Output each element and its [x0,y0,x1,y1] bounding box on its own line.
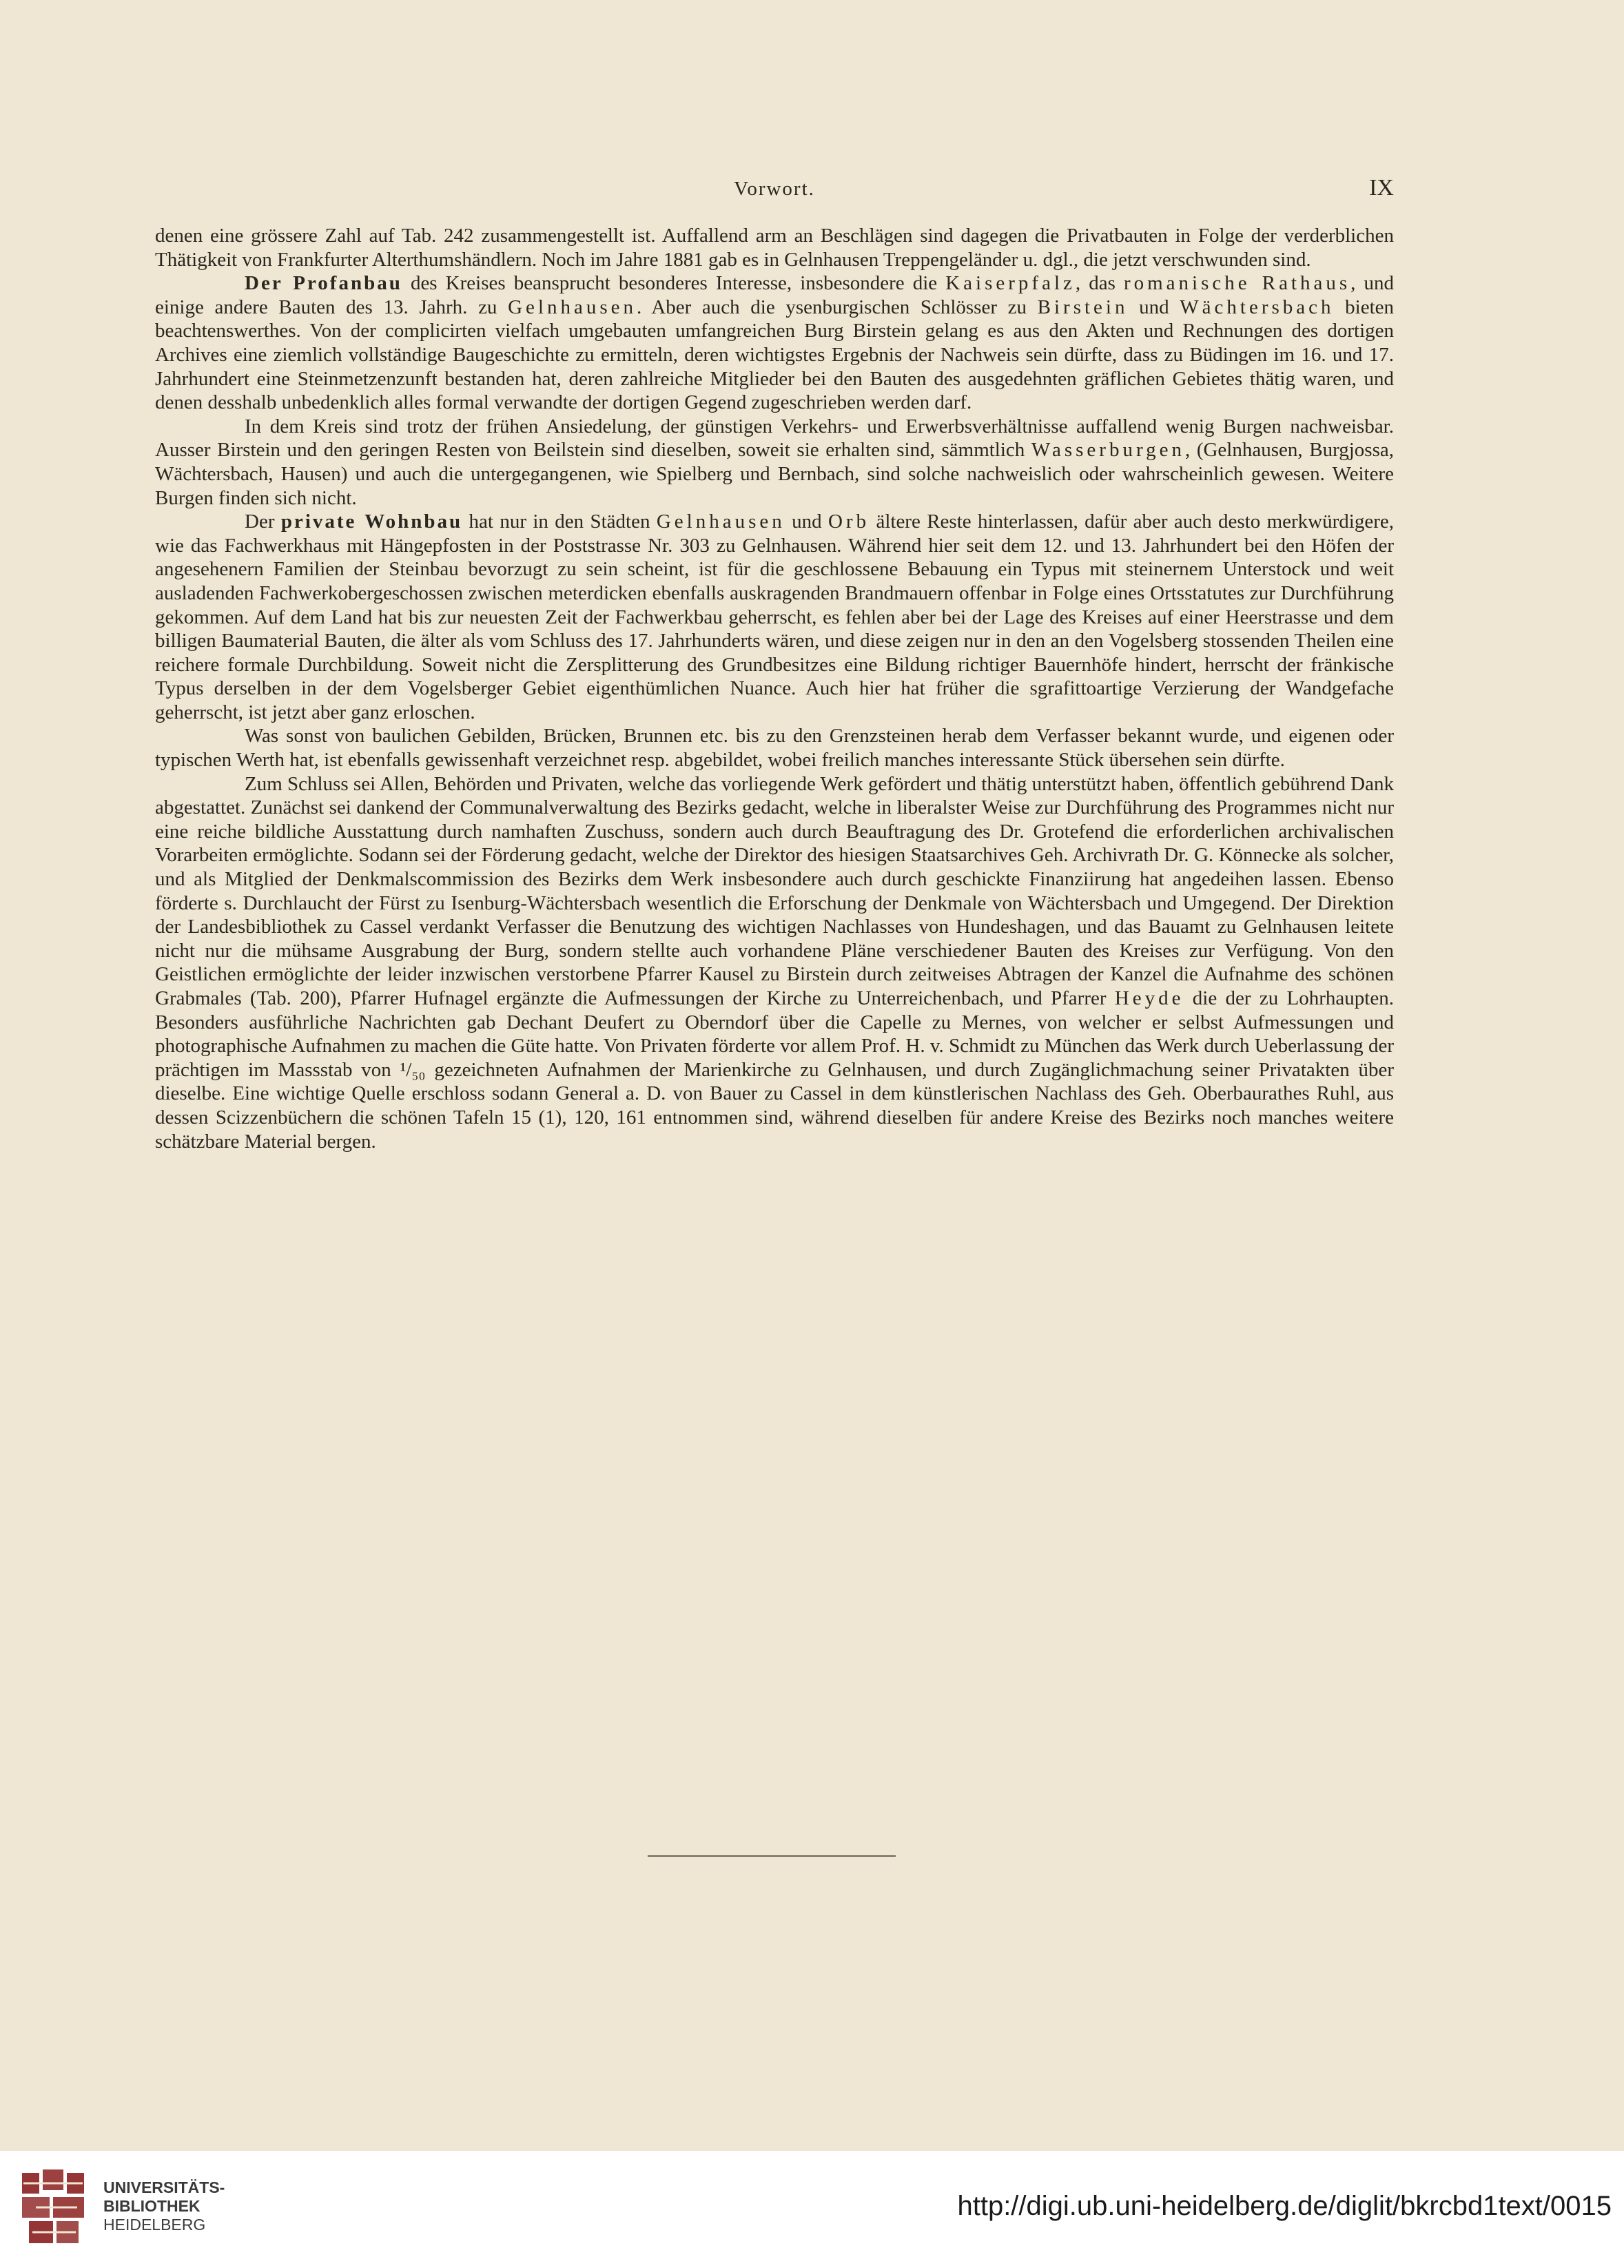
text-run: und [785,511,828,533]
paragraph [155,224,1394,271]
paragraph [155,724,1394,772]
spaced-term: Kaiserpfalz [945,272,1076,295]
spaced-term: Gelnhausen [508,296,637,318]
text-run: ¹/₅₀ [400,1058,426,1081]
text-run: und [1128,296,1180,318]
paragraph [155,510,1394,724]
running-header [155,175,1394,219]
paragraph [155,271,1394,415]
library-seal-icon [15,2166,91,2247]
text-run: , das [1075,272,1124,295]
section-heading: private Wohnbau [280,511,463,533]
text-run: gezeichneten Aufnahmen der Marienkirche zu Gelnhausen, und durch Zugänglichmachung seiner Privatakten über dieselbe. Eine wichtige Quelle erschloss sodann General a. D. von Bauer zu Cassel in dem künstlerischen Nachlass des Geh. Oberbaurathes Ruhl, aus dessen Scizzenbüchern die schönen Tafeln 15 (1), 120, 161 entnommen sind, während dieselben für andere Kreise des Bezirks noch manches weitere schätzbare Material bergen. [155,1058,1395,1153]
page-number: IX [1369,175,1394,200]
text-run: . Aber auch die ysenburgischen Schlösser zu [636,296,1038,318]
paragraph [155,772,1394,1154]
text-run: Was sonst von baulichen Gebilden, Brücken, Brunnen etc. bis zu den Grenzsteinen herab dem Verfasser bekannt wurde, und eigenen oder typischen Werth hat, ist ebenfalls gewissenhaft verzeichnet resp. abgebildet, wobei freilich manches interessante Stück übersehen sein dürfte. [155,725,1394,772]
library-line-3: HEIDELBERG [103,2216,206,2234]
header-title: Vorwort. [734,178,815,200]
library-line-2: BIBLIOTHEK [103,2197,201,2215]
text-run: die der zu Lohrhaupten. Besonders ausführliche Nachrichten gab Dechant Deufert zu Oberndorf über die Capelle zu Mernes, von welcher er selbst Aufmessungen und photographische Aufnahmen zu machen die Güte hatte. Von Privaten förderte vor allem Prof. H. v. Schmidt zu München das Werk durch Ueberlassung der prächtigen im Massstab von [155,987,1394,1081]
spaced-term: Wächtersbach [1180,296,1335,318]
text-run: In dem Kreis sind trotz der frühen Ansiedelung, der günstigen Verkehrs- und Erwerbsverhältnisse auffallend wenig Burgen nachweisbar. Ausser Birstein und den geringen Resten von Beilstein sind dieselben, soweit sie erhalten sind, sämmtlich [155,415,1394,462]
body-text [155,224,1394,1153]
text-run: ältere Reste hinterlassen, dafür aber auch desto merkwürdigere, wie das Fachwerkhaus mit Hängepfosten in der Poststrasse Nr. 303 zu Gelnhausen. Während hier seit dem 12. und 13. Jahrhundert bei den Höfen der angesehenern Familien der Steinbau bevorzugt zu sein scheint, ist für die geschlossene Bebauung ein Typus mit steinernem Unterstock und weit ausladenden Fachwerkobergeschossen zwischen meterdicken ebenfalls auskragenden Brandmauern offenbar in Folge eines Ortsstatutes zur Durchführung gekommen. Auf dem Land hat bis zur neuesten Zeit der Fachwerkbau geherrscht, es fehlen aber bei der Lage des Kreises auf einer Heerstrasse und dem billigen Baumaterial Bauten, die älter als vom Schluss des 17. Jahrhunderts wären, und diese zeigen nur in den an den Vogelsberg stossenden Theilen eine reichere formale Durchbildung. Soweit nicht die Zersplitterung des Grundbesitzes eine Bildung richtiger Bauernhöfe hindert, herrscht der fränkische Typus derselben in der dem Vogelsberger Gebiet eigenthümlichen Nuance. Auch hier hat früher die sgrafittoartige Verzierung der Wandgefache geherrscht, ist jetzt aber ganz erloschen. [155,511,1394,723]
text-run: denen eine grössere Zahl auf Tab. 242 zusammengestellt ist. Auffallend arm an Beschlägen sind dagegen die Privatbauten in Folge der verderblichen Thätigkeit von Frankfurter Alterthumshändlern. Noch im Jahre 1881 gab es in Gelnhausen Treppengeländer u. dgl., die jetzt verschwunden sind. [155,225,1394,271]
spaced-term: Birstein [1037,296,1129,318]
text-run: bieten beachtenswerthes. Von der complicirten vielfach umgebauten umfangreichen Burg Birstein gelang es aus den Akten und Rechnungen des dortigen Archives eine ziemlich vollständige Baugeschichte zu ermitteln, deren wichtigstes Ergebnis der Nachweis sein dürfte, dass zu Büdingen im 16. und 17. Jahrhundert eine Steinmetzenzunft bestanden hat, deren zahlreiche Mitglieder bei den Bauten des ausgedehnten gräflichen Gebietes thätig waren, und denen desshalb unbedenklich alles formal verwandte der dortigen Gegend zugeschrieben werden darf. [155,296,1395,414]
spaced-term: Gelnhausen [656,511,785,533]
text-run: , (Gelnhausen, Burgjossa, Wächtersbach, Hausen) und auch die untergegangenen, wie Spielberg und Bernbach, sind solche nachweislich oder wahrscheinlich gewesen. Weitere Burgen finden sich nicht. [155,439,1394,509]
end-rule [648,1855,896,1857]
text-run: , und einige andere Bauten des 13. Jahrh. zu [155,272,1394,318]
library-footer [0,2151,1624,2268]
spaced-term: Orb [828,511,870,533]
section-heading: Der Profanbau [245,272,402,295]
text-run: Der [245,511,281,533]
text-run: hat nur in den Städten [462,511,657,533]
library-line-1: UNIVERSITÄTS- [103,2178,225,2196]
library-name [103,2178,225,2234]
text-run: Zum Schluss sei Allen, Behörden und Privaten, welche das vorliegende Werk gefördert und thätig unterstützt haben, öffentlich gebührend Dank abgestattet. Zunächst sei dankend der Communalverwaltung des Bezirks gedacht, welche in liberalster Weise zur Durchführung des Programmes nicht nur eine reiche bildliche Ausstattung durch namhaften Zuschuss, sondern auch durch Beauftragung des Dr. Grotefend die erforderlichen archivalischen Vorarbeiten ermöglichte. Sodann sei der Förderung gedacht, welche der Direktor des hiesigen Staatsarchives Geh. Archivrath Dr. G. Könnecke als solcher, und als Mitglied der Denkmalscommission des Bezirks dem Werk insbesondere auch durch geschickte Finanziirung hat angedeihen lassen. Ebenso förderte s. Durchlaucht der Fürst zu Isenburg-Wächtersbach wesentlich die Erforschung der Denkmale von Wächtersbach und Umgegend. Der Direktion der Landesbibliothek zu Cassel verdankt Verfasser die Benutzung des wichtigen Nachlasses von Hundeshagen, und das Bauamt zu Gelnhausen leitete nicht nur die mühsame Ausgrabung der Burg, sondern stellte auch vorhandene Pläne verschiedener Bauten des Kreises zur Verfügung. Von den Geistlichen ermöglichte der leider inzwischen verstorbene Pfarrer Kausel zu Birstein durch zeitweises Abtragen der Kanzel die Aufnahme des schönen Grabmales (Tab. 200), Pfarrer Hufnagel ergänzte die Aufmessungen der Kirche zu Unterreichenbach, und Pfarrer [155,772,1394,1009]
spaced-term: Wasserburgen [1031,439,1185,462]
spaced-term: Heyde [1114,987,1184,1009]
permalink-url[interactable]: http://digi.ub.uni-heidelberg.de/diglit/bkrcbd1text/0015 [957,2191,1612,2221]
text-run: des Kreises beansprucht besonderes Interesse, insbesondere die [402,272,946,295]
paragraph [155,415,1394,510]
spaced-term: romanische Rathaus [1123,272,1351,295]
